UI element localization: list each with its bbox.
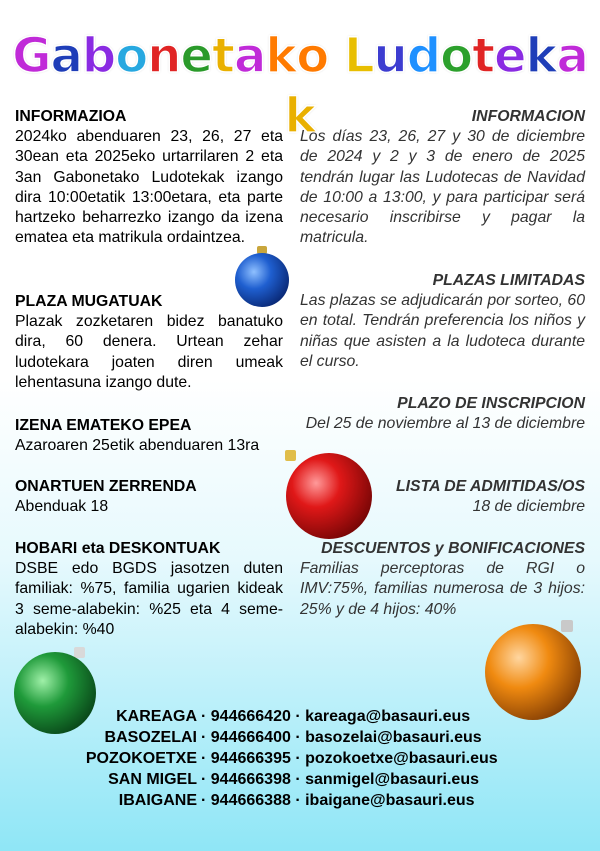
ludoteca-name: BASOZELAI bbox=[104, 729, 197, 746]
phone-number[interactable]: 944666420 bbox=[210, 708, 291, 725]
ludoteca-name: IBAIGANE bbox=[118, 792, 197, 809]
email-link[interactable]: ibaigane@basauri.eus bbox=[305, 792, 475, 809]
section-heading: PLAZA MUGATUAK bbox=[15, 293, 163, 310]
title-letter: e bbox=[494, 28, 526, 84]
title-letter: L bbox=[343, 28, 374, 84]
section-text: Las plazas se adjudicarán por sorteo, 60 en total. Tendrán preferencia los niños y niñas que asisten a la ludoteca durante el curso. bbox=[300, 292, 585, 370]
ludoteca-name: POZOKOETXE bbox=[85, 750, 197, 767]
separator: · bbox=[201, 708, 207, 725]
title-letter: o bbox=[115, 28, 148, 84]
plazas-section bbox=[300, 271, 585, 372]
section-text: Los días 23, 26, 27 y 30 de diciembre de 2024 y 2 y 3 de enero de 2025 tendrán lugar las Ludotecas de Navidad de 10:00 a 13:00, y para participar será necesario inscribirse y pagar la matricula. bbox=[300, 128, 585, 247]
email-link[interactable]: kareaga@basauri.eus bbox=[305, 708, 471, 725]
section-text: 2024ko abenduaren 23, 26, 27 eta 30ean eta 2025eko urtarrilaren 2 eta 3an Gabonetako Ludotekak izango dira 10:00etatik 13:00etara, eta parte hartzeko beharrezko izango da izena ematea eta matrikula ordaintzea. bbox=[15, 128, 283, 247]
informazioa-section bbox=[15, 107, 283, 248]
phone-number[interactable]: 944666398 bbox=[210, 771, 291, 788]
title-letter: n bbox=[147, 28, 181, 84]
contact-row bbox=[0, 790, 600, 811]
section-heading: PLAZO DE INSCRIPCION bbox=[397, 395, 585, 412]
ludoteca-name: KAREAGA bbox=[116, 708, 197, 725]
email-link[interactable]: pozokoetxe@basauri.eus bbox=[305, 750, 498, 767]
title-letter: d bbox=[406, 28, 441, 84]
title-letter: G bbox=[12, 28, 51, 84]
title-letter: a bbox=[50, 28, 82, 84]
onartuen-section bbox=[15, 477, 283, 517]
plazo-section bbox=[300, 394, 585, 434]
title-space bbox=[328, 26, 344, 86]
separator: · bbox=[295, 729, 301, 746]
section-heading: HOBARI eta DESKONTUAK bbox=[15, 540, 221, 557]
informacion-section bbox=[300, 107, 585, 248]
contact-list bbox=[0, 706, 600, 811]
section-heading: INFORMAZIOA bbox=[15, 108, 127, 125]
title-letter: k bbox=[284, 88, 316, 144]
section-heading: LISTA DE ADMITIDAS/OS bbox=[396, 478, 585, 495]
separator: · bbox=[201, 771, 207, 788]
separator: · bbox=[295, 708, 301, 725]
ludoteca-name: SAN MIGEL bbox=[108, 771, 197, 788]
section-heading: DESCUENTOS y BONIFICACIONES bbox=[321, 540, 585, 557]
section-heading: ONARTUEN ZERRENDA bbox=[15, 478, 197, 495]
title-letter: a bbox=[233, 28, 266, 84]
contact-row bbox=[0, 727, 600, 748]
phone-number[interactable]: 944666395 bbox=[210, 750, 291, 767]
contact-row bbox=[0, 748, 600, 769]
title-letter: o bbox=[296, 28, 329, 84]
section-text: 18 de diciembre bbox=[472, 498, 585, 516]
contact-row bbox=[0, 706, 600, 727]
title-letter: a bbox=[556, 28, 588, 84]
email-link[interactable]: basozelai@basauri.eus bbox=[305, 729, 482, 746]
email-link[interactable]: sanmigel@basauri.eus bbox=[305, 771, 479, 788]
separator: · bbox=[295, 771, 301, 788]
section-text: Azaroaren 25etik abenduaren 13ra bbox=[15, 437, 260, 455]
section-heading: PLAZAS LIMITADAS bbox=[432, 272, 585, 289]
section-heading: INFORMACION bbox=[471, 108, 585, 125]
title-letter: t bbox=[472, 28, 495, 84]
section-text: Familias perceptoras de RGI o IMV:75%, familias numerosa de 3 hijos: 25% y de 4 hijos: 40% bbox=[300, 560, 585, 618]
title-letter: t bbox=[211, 28, 234, 84]
section-heading: IZENA EMATEKO EPEA bbox=[15, 417, 192, 434]
separator: · bbox=[295, 750, 301, 767]
hobari-section bbox=[15, 539, 283, 640]
descuentos-section bbox=[300, 539, 585, 620]
section-text: DSBE edo BGDS jasotzen duten familiak: %75, familia ugarien kideak 3 seme-alabekin: %25 eta 4 seme-alabekin: %40 bbox=[15, 560, 283, 638]
separator: · bbox=[295, 792, 301, 809]
section-text: Plazak zozketaren bidez banatuko dira, 60 denera. Urtean zehar ludotekara joaten diren umeak lehentasuna izango dute. bbox=[15, 313, 283, 391]
title-letter: o bbox=[440, 28, 473, 84]
contact-row bbox=[0, 769, 600, 790]
separator: · bbox=[201, 729, 207, 746]
title-letter: k bbox=[265, 28, 297, 84]
title-letter: u bbox=[373, 28, 407, 84]
section-text: Abenduak 18 bbox=[15, 498, 109, 516]
lista-section bbox=[300, 477, 585, 517]
title-letter: e bbox=[180, 28, 212, 84]
phone-number[interactable]: 944666388 bbox=[210, 792, 291, 809]
section-text: Del 25 de noviembre al 13 de diciembre bbox=[305, 415, 585, 433]
izena-section bbox=[15, 416, 283, 456]
separator: · bbox=[201, 792, 207, 809]
title-letter: k bbox=[525, 28, 557, 84]
plaza-section bbox=[15, 292, 283, 393]
separator: · bbox=[201, 750, 207, 767]
phone-number[interactable]: 944666400 bbox=[210, 729, 291, 746]
title-letter: b bbox=[81, 28, 116, 84]
